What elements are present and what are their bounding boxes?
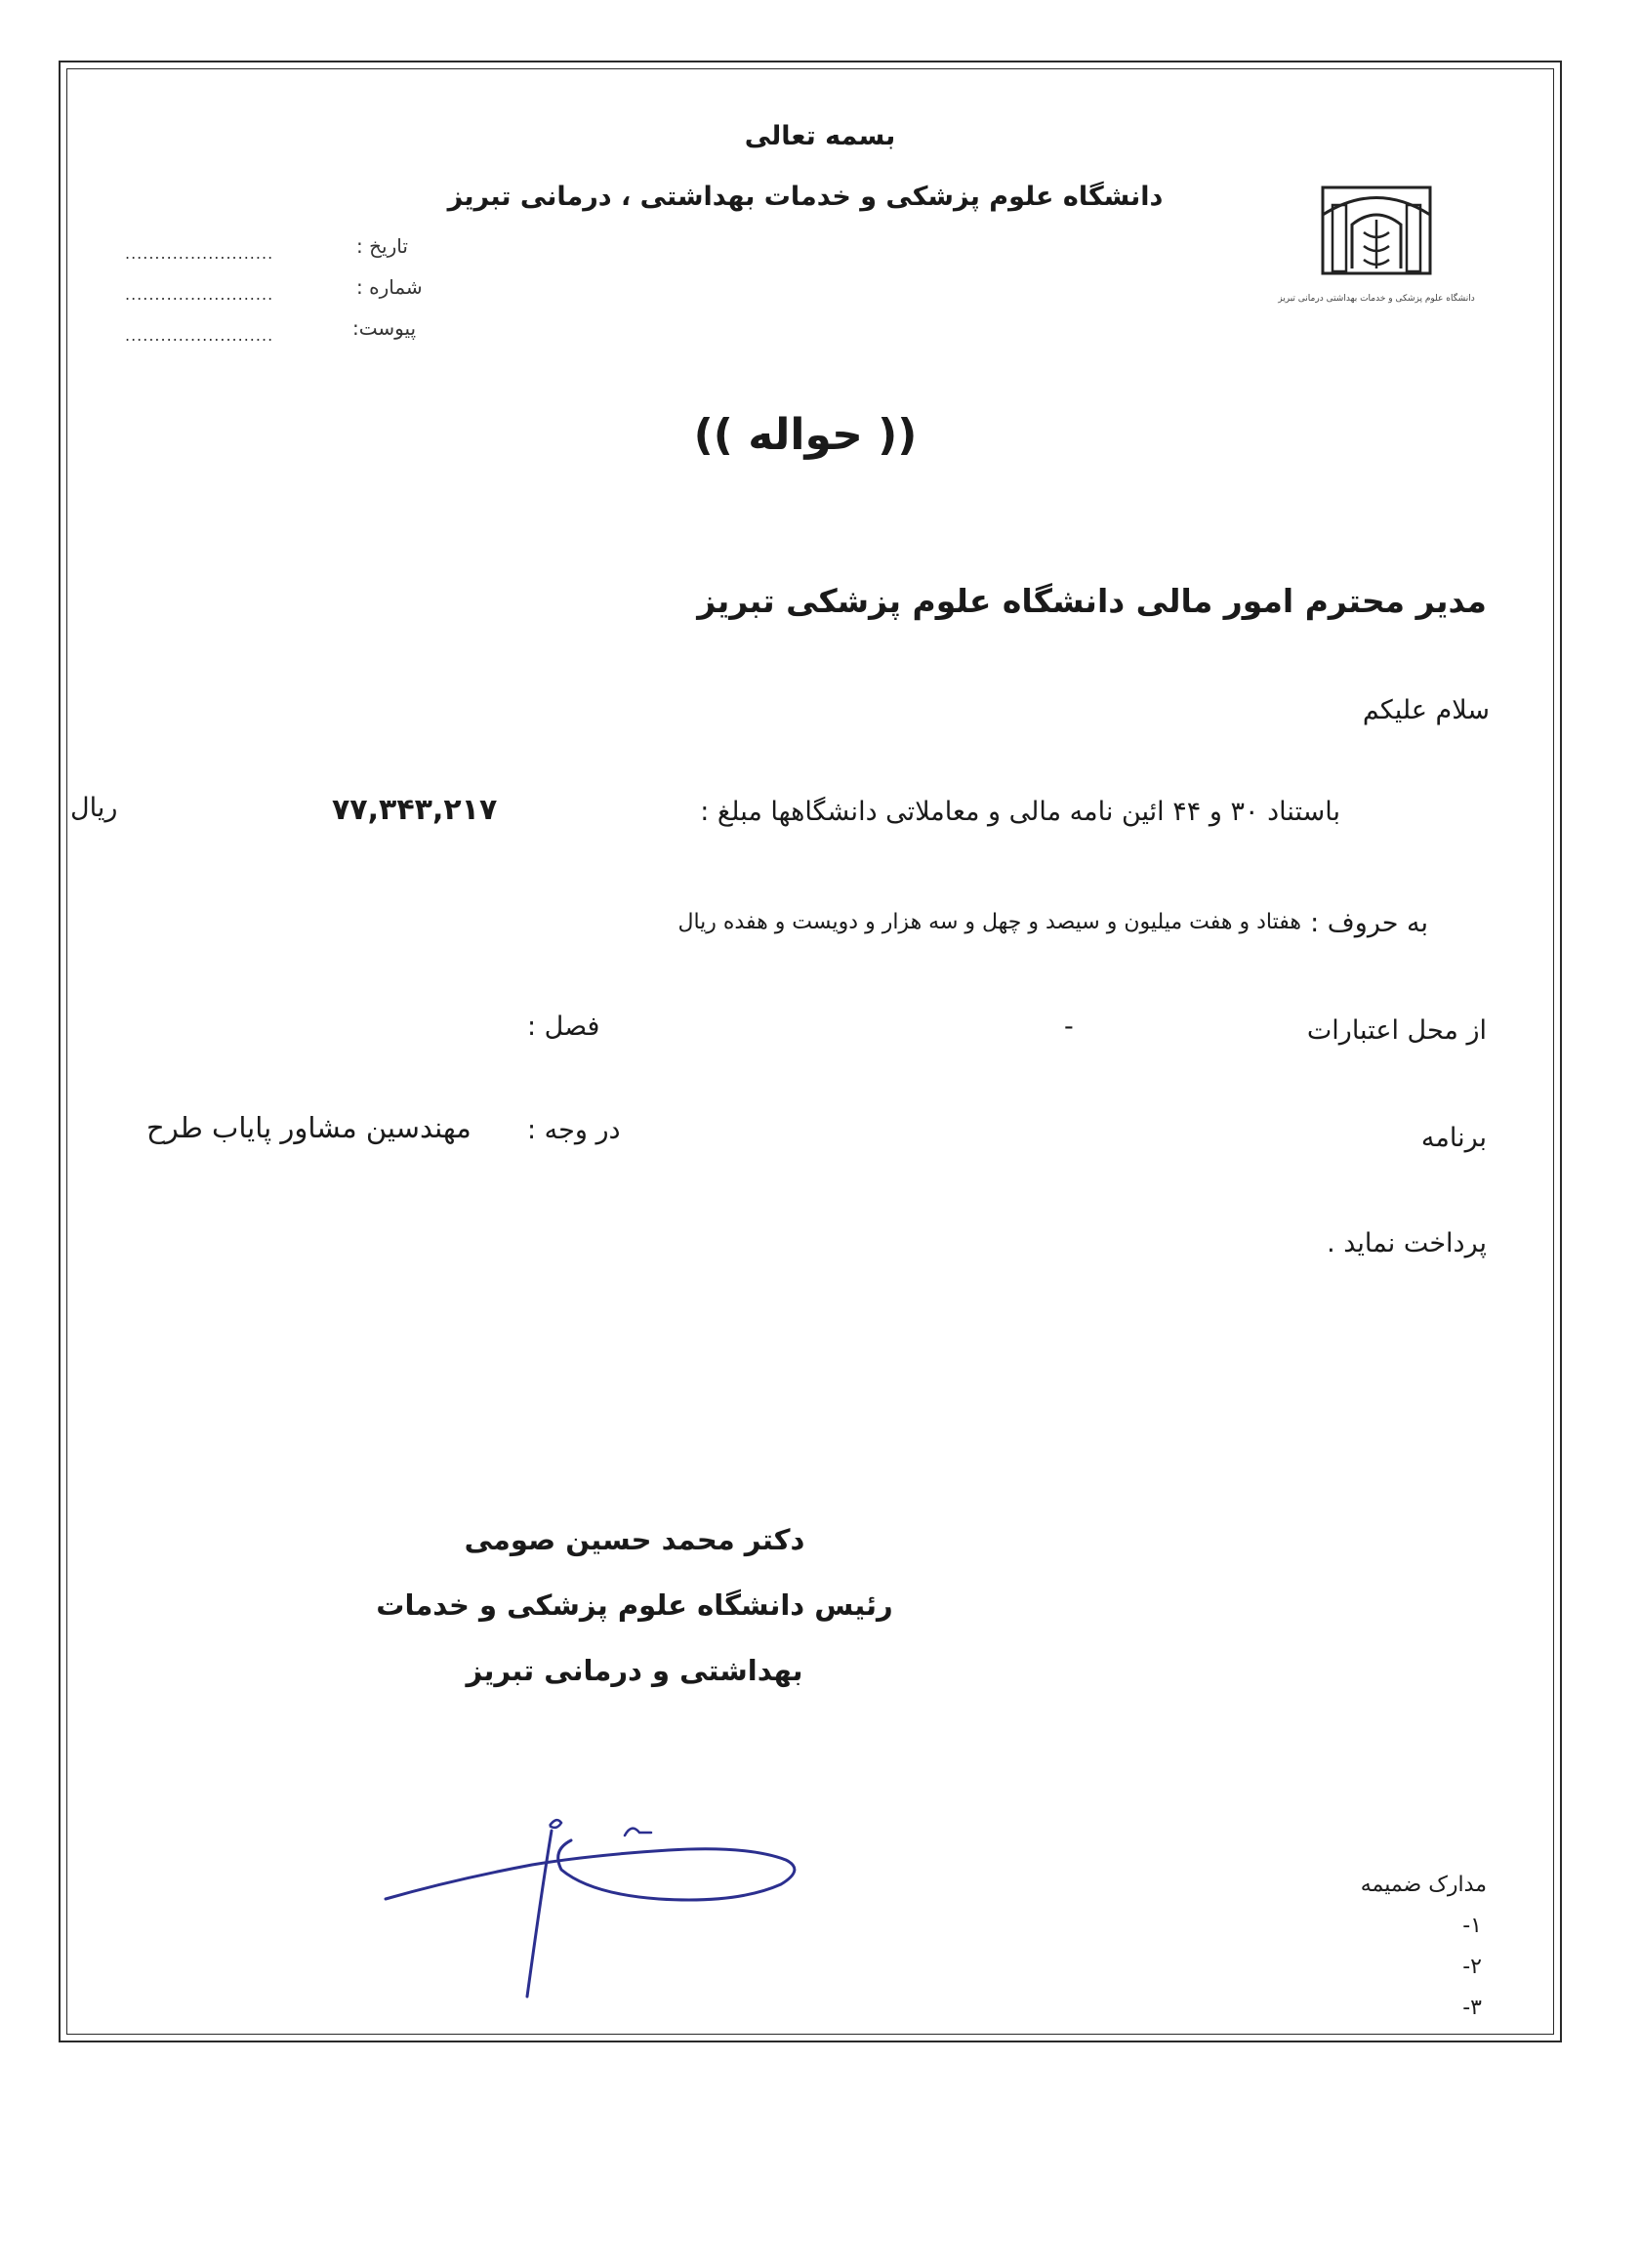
addressee: مدیر محترم امور مالی دانشگاه علوم پزشکی تبریز	[697, 582, 1487, 620]
currency-label: ریال	[70, 793, 118, 823]
logo-caption: دانشگاه علوم پزشکی و خدمات بهداشتی درمانی تبریز	[1278, 294, 1475, 304]
attachment-field: .........................	[125, 326, 274, 345]
number-field: .........................	[125, 285, 274, 304]
inner-border	[66, 68, 1554, 2035]
attachment-item-1: ۱-	[1462, 1914, 1482, 1938]
university-name: دانشگاه علوم پزشکی و خدمات بهداشتی ، درمانی تبریز	[447, 182, 1164, 212]
number-label: شماره :	[356, 275, 423, 299]
signatory-title-line2: بهداشتی و درمانی تبریز	[466, 1654, 803, 1687]
document-title: (( حواله ))	[693, 410, 918, 460]
chapter-label: فصل :	[527, 1011, 600, 1042]
program-label: برنامه	[1420, 1123, 1487, 1153]
in-words-value: هفتاد و هفت میلیون و سیصد و چهل و سه هزار و دویست و هفده ریال	[677, 910, 1301, 934]
credit-source-label: از محل اعتبارات	[1306, 1015, 1487, 1046]
university-logo-icon	[1278, 186, 1475, 312]
attachments-label: مدارک ضمیمه	[1360, 1873, 1487, 1897]
attachment-label: پیوست:	[352, 316, 417, 340]
closing-text: پرداخت نماید .	[1327, 1228, 1487, 1258]
amount-value: ۷۷,۳۴۳,۲۱۷	[332, 793, 498, 827]
invocation: بسمه تعالی	[744, 121, 896, 151]
signatory-name: دکتر محمد حسین صومی	[464, 1523, 805, 1556]
date-field: .........................	[125, 244, 274, 263]
signature-scribble	[376, 1811, 815, 2006]
in-words-label: به حروف :	[1310, 908, 1428, 938]
payee-value: مهندسین مشاور پایاب طرح	[146, 1111, 472, 1144]
basis-text: باستناد ۳۰ و ۴۴ ائین نامه مالی و معاملاتی دانشگاهها مبلغ :	[700, 797, 1340, 827]
credit-source-value: -	[1064, 1011, 1074, 1042]
attachment-item-3: ۳-	[1462, 1996, 1482, 2020]
greeting: سلام علیکم	[1362, 695, 1490, 725]
date-label: تاریخ :	[356, 234, 408, 258]
payee-label: در وجه :	[527, 1115, 621, 1145]
signatory-title-line1: رئیس دانشگاه علوم پزشکی و خدمات	[376, 1588, 893, 1622]
attachment-item-2: ۲-	[1462, 1955, 1482, 1979]
